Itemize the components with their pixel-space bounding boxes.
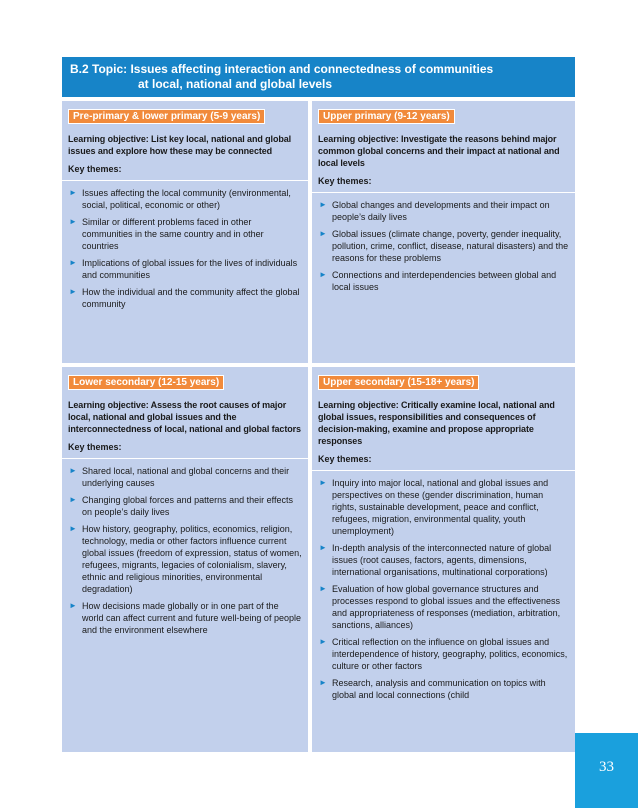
- list-item: [318, 677, 569, 701]
- page-number-box: [575, 733, 638, 808]
- learning-objective: Learning objective: Investigate the reasons behind major common global concerns and their impact at national and local levels: [318, 134, 560, 168]
- triangle-bullet-icon: ►: [319, 678, 327, 687]
- triangle-bullet-icon: ►: [69, 524, 77, 533]
- list-item: [68, 187, 302, 211]
- key-themes-list: [68, 465, 302, 636]
- list-item-text: How decisions made globally or in one part of the world can affect current and future well-being of people and the environment elsewhere: [82, 601, 301, 635]
- triangle-bullet-icon: ►: [319, 270, 327, 279]
- age-groups-grid: [62, 101, 575, 752]
- learning-objective: Learning objective: Critically examine local, national and global issues, responsibilities and consequences of decision-making, examine and propose appropriate responses: [318, 400, 555, 446]
- triangle-bullet-icon: ►: [69, 495, 77, 504]
- divider: [62, 458, 308, 459]
- divider: [312, 192, 575, 193]
- divider: [62, 180, 308, 181]
- list-item-text: Connections and interdependencies between global and local issues: [332, 270, 557, 292]
- key-themes-list: [318, 477, 569, 701]
- key-themes-label: Key themes:: [318, 454, 372, 464]
- list-item-text: Similar or different problems faced in other communities in the same country and in other countries: [82, 217, 264, 251]
- list-item-text: Research, analysis and communication on topics with global and local connections (child: [332, 678, 546, 700]
- key-themes-label: Key themes:: [68, 164, 122, 174]
- age-group-badge: Lower secondary (12-15 years): [68, 375, 224, 390]
- key-themes-label: Key themes:: [318, 176, 372, 186]
- list-item-text: Evaluation of how global governance structures and processes respond to global issues and the effectiveness and appropriateness of responses (mediation, arbitration, sanctions, alliances): [332, 584, 561, 630]
- section-pre-primary: [62, 101, 308, 363]
- topic-title-bar: [62, 57, 575, 97]
- list-item-text: How history, geography, politics, economics, religion, technology, media or other factors influence current global issues (freedom of expression, status of women, refugees, migrants, legacies of colonialism, slavery, ethnic and religious minorities, environmental degradation): [82, 524, 302, 594]
- key-themes-list: [68, 187, 302, 310]
- age-group-badge: Upper secondary (15-18+ years): [318, 375, 479, 390]
- list-item: [318, 542, 569, 578]
- key-themes-list: [318, 199, 569, 293]
- list-item-text: Changing global forces and patterns and their effects on people’s daily lives: [82, 495, 293, 517]
- triangle-bullet-icon: ►: [69, 287, 77, 296]
- list-item: [318, 583, 569, 631]
- list-item: [68, 286, 302, 310]
- divider: [312, 470, 575, 471]
- list-item: [318, 477, 569, 537]
- triangle-bullet-icon: ►: [69, 217, 77, 226]
- list-item: [318, 269, 569, 293]
- triangle-bullet-icon: ►: [319, 584, 327, 593]
- list-item-text: In-depth analysis of the interconnected nature of global issues (root causes, factors, agents, dimensions, international organisations, multinational corporations): [332, 543, 552, 577]
- age-group-badge: Pre-primary & lower primary (5-9 years): [68, 109, 265, 124]
- list-item: [318, 199, 569, 223]
- key-themes-label: Key themes:: [68, 442, 122, 452]
- triangle-bullet-icon: ►: [319, 637, 327, 646]
- section-upper-secondary: [312, 367, 575, 752]
- list-item-text: Shared local, national and global concerns and their underlying causes: [82, 466, 290, 488]
- triangle-bullet-icon: ►: [69, 188, 77, 197]
- section-lower-secondary: [62, 367, 308, 752]
- triangle-bullet-icon: ►: [319, 200, 327, 209]
- list-item: [318, 228, 569, 264]
- list-item: [68, 523, 302, 595]
- list-item-text: Critical reflection on the influence on global issues and interdependence of history, geography, politics, economics, culture or other factors: [332, 637, 568, 671]
- list-item-text: How the individual and the community affect the global community: [82, 287, 300, 309]
- triangle-bullet-icon: ►: [319, 229, 327, 238]
- list-item: [68, 257, 302, 281]
- list-item-text: Global changes and developments and their impact on people’s daily lives: [332, 200, 550, 222]
- topic-title-line-2: at local, national and global levels: [138, 77, 333, 91]
- list-item: [68, 600, 302, 636]
- list-item-text: Implications of global issues for the lives of individuals and communities: [82, 258, 298, 280]
- triangle-bullet-icon: ►: [319, 478, 327, 487]
- learning-objective: Learning objective: Assess the root causes of major local, national and global issues and the interconnectedness of local, national and global factors: [68, 400, 301, 434]
- list-item: [68, 216, 302, 252]
- learning-objective: Learning objective: List key local, national and global issues and explore how these may be connected: [68, 134, 292, 156]
- age-group-badge: Upper primary (9-12 years): [318, 109, 455, 124]
- page-number: 33: [599, 759, 614, 775]
- list-item: [68, 494, 302, 518]
- triangle-bullet-icon: ►: [69, 258, 77, 267]
- list-item: [68, 465, 302, 489]
- triangle-bullet-icon: ►: [69, 466, 77, 475]
- section-upper-primary: [312, 101, 575, 363]
- list-item-text: Inquiry into major local, national and global issues and perspectives on these (gender discrimination, human rights, sustainable development, peace and conflict, refugees, migration, environmental quality, youth unemployment): [332, 478, 549, 536]
- list-item-text: Global issues (climate change, poverty, gender inequality, pollution, crime, conflict, disease, natural disasters) and the reasons for these problems: [332, 229, 569, 263]
- list-item: [318, 636, 569, 672]
- triangle-bullet-icon: ►: [69, 601, 77, 610]
- list-item-text: Issues affecting the local community (environmental, social, political, economic or other): [82, 188, 291, 210]
- triangle-bullet-icon: ►: [319, 543, 327, 552]
- topic-title-line-1: B.2 Topic: Issues affecting interaction and connectedness of communities: [70, 62, 494, 76]
